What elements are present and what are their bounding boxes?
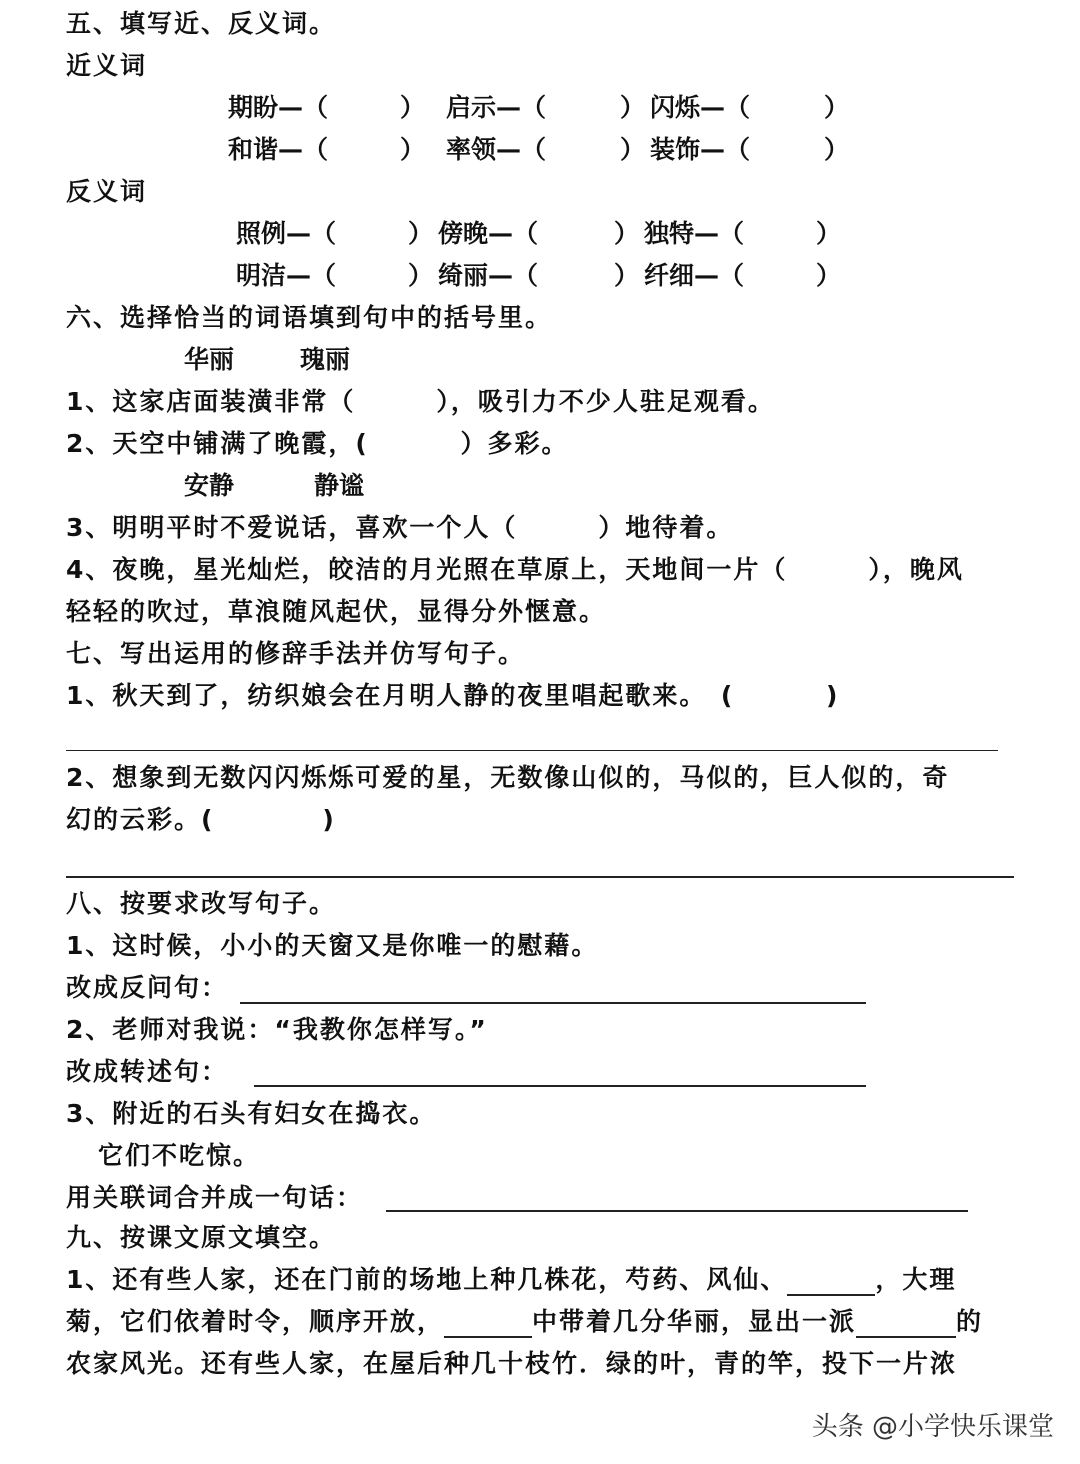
prompt-8-1: 改成反问句：	[66, 973, 229, 1002]
prompt-8-2: 改成转述句：	[66, 1057, 229, 1086]
synonym-item: 闪烁—（	[650, 93, 751, 122]
antonym-item: 照例—（	[236, 219, 337, 248]
word-choice-4: 静谧	[314, 471, 365, 500]
question-8-1: 1、这时候，小小的天窗又是你唯一的慰藉。	[66, 931, 599, 960]
word-choice-3: 安静	[184, 471, 235, 500]
fill-blank-3[interactable]	[856, 1312, 956, 1338]
synonym-item: 率领—（	[446, 135, 547, 164]
question-6-3: 3、明明平时不爱说话，喜欢一个人（ ）地待着。	[66, 513, 734, 542]
section-6-title: 六、选择恰当的词语填到句中的括号里。	[66, 303, 553, 332]
antonyms-label: 反义词	[66, 177, 148, 206]
antonym-item: 绮丽—（	[438, 261, 539, 290]
question-7-2: 2、想象到无数闪闪烁烁可爱的星，无数像山似的，马似的，巨人似的，奇	[66, 763, 950, 792]
answer-line-7-2[interactable]	[66, 876, 1014, 878]
question-6-1: 1、这家店面装潢非常（ ），吸引力不少人驻足观看。	[66, 387, 775, 416]
answer-line-7-1[interactable]	[66, 750, 998, 751]
synonym-item: 装饰—（	[650, 135, 751, 164]
answer-line-8-2[interactable]	[254, 1085, 866, 1087]
section-9-title: 九、按课文原文填空。	[66, 1223, 337, 1252]
question-6-2: 2、天空中铺满了晚霞，( ）多彩。	[66, 429, 569, 458]
prompt-8-3: 用关联词合并成一句话：	[66, 1183, 364, 1212]
question-6-4: 4、夜晚，星光灿烂，皎洁的月光照在草原上，天地间一片（ ），晚风	[66, 555, 964, 584]
section-5-title: 五、填写近、反义词。	[66, 9, 337, 38]
word-choice-2: 瑰丽	[300, 345, 351, 374]
passage-line-2: 菊，它们依着时令，顺序开放， 中带着几分华丽，显出一派 的	[66, 1307, 984, 1336]
antonym-item: 傍晚—（	[438, 219, 539, 248]
question-8-2: 2、老师对我说：“我教你怎样写。”	[66, 1015, 488, 1044]
question-7-1: 1、秋天到了，纺织娘会在月明人静的夜里唱起歌来。 ( )	[66, 681, 840, 710]
fill-blank-1[interactable]	[787, 1270, 875, 1296]
antonym-item: 纤细—（	[644, 261, 745, 290]
passage-line-3: 农家风光。还有些人家，在屋后种几十枝竹．绿的叶，青的竿，投下一片浓	[66, 1349, 958, 1378]
section-8-title: 八、按要求改写句子。	[66, 889, 337, 918]
antonym-item: 明洁—（	[236, 261, 337, 290]
section-7-title: 七、写出运用的修辞手法并仿写句子。	[66, 639, 526, 668]
synonyms-label: 近义词	[66, 51, 148, 80]
synonym-item: 启示—（	[446, 93, 547, 122]
answer-line-8-1[interactable]	[240, 1002, 866, 1004]
question-6-4-cont: 轻轻的吹过，草浪随风起伏，显得分外惬意。	[66, 597, 607, 626]
question-7-2-cont: 幻的云彩。( )	[66, 805, 336, 834]
synonym-item: 和谐—（	[228, 135, 329, 164]
synonym-item: 期盼—（	[228, 93, 329, 122]
fill-blank-2[interactable]	[444, 1312, 532, 1338]
antonym-item: 独特—（	[644, 219, 745, 248]
word-choice-1: 华丽	[184, 345, 235, 374]
question-8-3-b: 它们不吃惊。	[98, 1141, 261, 1170]
passage-line-1: 1、还有些人家，还在门前的场地上种几株花，芍药、风仙、 ，大理	[66, 1265, 957, 1294]
answer-line-8-3[interactable]	[386, 1210, 968, 1212]
question-8-3: 3、附近的石头有妇女在捣衣。	[66, 1099, 437, 1128]
watermark: 头条 @小学快乐课堂	[811, 1412, 1054, 1442]
